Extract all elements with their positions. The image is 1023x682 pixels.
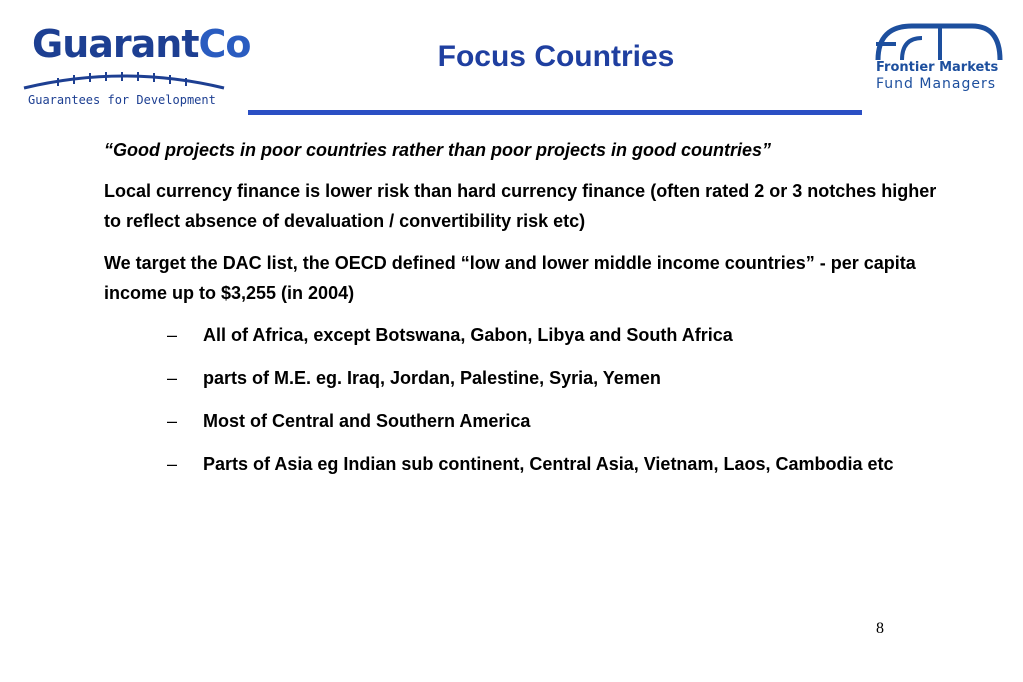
list-item — [104, 363, 954, 393]
page-number: 8 — [876, 620, 884, 637]
bullet-text: parts of M.E. eg. Iraq, Jordan, Palestine, Syria, Yemen — [203, 368, 661, 388]
guarantco-tagline: Guarantees for Development — [28, 93, 216, 107]
arc-swoosh-icon — [18, 70, 230, 92]
paragraph-dac-list: We target the DAC list, the OECD defined “low and lower middle income countries” - per capita income up to $3,255 (in 2004) — [104, 253, 916, 303]
bullet-dash: – — [167, 325, 178, 345]
slide-body — [104, 140, 954, 492]
frontier-markets-text: Frontier Markets — [876, 60, 999, 75]
fund-managers-text: Fund Managers — [876, 76, 997, 92]
wordmark-part1: Guarant — [32, 22, 199, 66]
list-item — [104, 320, 954, 350]
page-title: Focus Countries — [437, 40, 675, 73]
guarantco-logo — [18, 22, 251, 112]
paragraph-currency: Local currency finance is lower risk than hard currency finance (often rated 2 or 3 notches higher to reflect absence of devaluation / convertibility risk etc) — [104, 181, 937, 231]
frontier-markets-logo — [872, 20, 1007, 100]
frontier-arch-icon — [872, 20, 1007, 62]
bullet-dash: – — [167, 411, 178, 431]
quote: “Good projects in poor countries rather than poor projects in good countries” — [104, 140, 772, 160]
list-item — [104, 406, 954, 436]
bullet-dash: – — [167, 368, 178, 388]
bullet-dash: – — [167, 454, 178, 474]
bullet-text: Parts of Asia eg Indian sub continent, Central Asia, Vietnam, Laos, Cambodia etc — [203, 454, 894, 474]
guarantco-wordmark — [32, 22, 251, 66]
bullet-text: All of Africa, except Botswana, Gabon, Libya and South Africa — [203, 325, 733, 345]
bullet-text: Most of Central and Southern America — [203, 411, 531, 431]
wordmark-part2: Co — [198, 22, 251, 66]
bullet-list — [104, 320, 954, 479]
list-item — [104, 449, 954, 479]
title-underline — [248, 110, 862, 115]
